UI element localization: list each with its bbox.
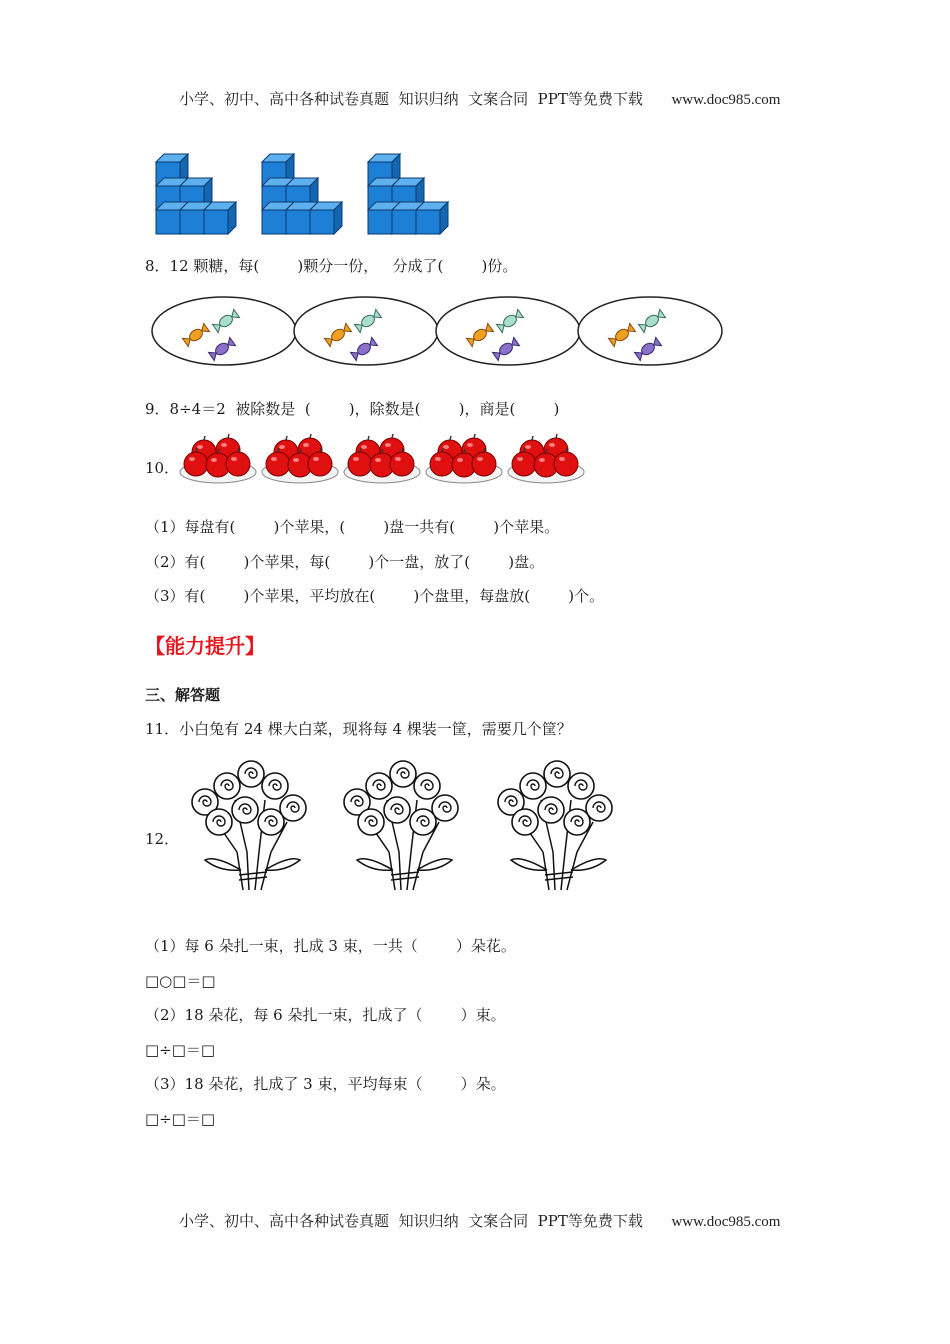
question-8: 8．12 颗糖，每( )颗分一份， 分成了( )份。 (145, 257, 518, 275)
page-footer (0, 1192, 950, 1231)
question-12-number: 12． (145, 830, 180, 848)
question-12-equation: □○□＝□ (145, 972, 216, 990)
flower-bouquet (498, 761, 612, 890)
header-text: 小学、初中、高中各种试卷真题 知识归纳 文案合同 PPT等免费下载 (179, 90, 643, 108)
question-12-item: （1）每 6 朵扎一束，扎成 3 束，一共（ ）朵花。 (145, 937, 516, 955)
question-12-item: （2）18 朵花，每 6 朵扎一束，扎成了（ ）束。 (145, 1006, 506, 1024)
candy-plate (578, 297, 722, 365)
question-10-item: （2）有( )个苹果，每( )个一盘，放了( )盘。 (145, 553, 545, 571)
footer-url: www.doc985.com (671, 1214, 781, 1230)
cube-stack (262, 154, 342, 234)
question-12-equation: □÷□＝□ (145, 1110, 216, 1128)
apple-plate (508, 434, 584, 483)
page-header (0, 70, 950, 109)
question-10-number: 10． (145, 459, 180, 477)
question-10-item: （1）每盘有( )个苹果，( )盘一共有( )个苹果。 (145, 518, 560, 536)
candy-groups (150, 293, 730, 373)
part-3-title: 三、解答题 (145, 686, 221, 704)
header-url: www.doc985.com (671, 92, 781, 108)
cube-stack (368, 154, 448, 234)
flower-bouquet (344, 761, 458, 890)
apple-plates (178, 432, 588, 492)
flower-bouquet (192, 761, 306, 890)
cube-stack (156, 154, 236, 234)
flower-bouquets (175, 760, 625, 900)
cube-figures (150, 148, 470, 238)
ability-section-title: 【能力提升】 (145, 634, 265, 658)
candy-plate (152, 297, 296, 365)
apple-plate (262, 434, 338, 483)
candy-plate (294, 297, 438, 365)
apple-plate (426, 434, 502, 483)
question-12-item: （3）18 朵花，扎成了 3 束，平均每束（ ）朵。 (145, 1075, 506, 1093)
question-10-item: （3）有( )个苹果，平均放在( )个盘里，每盘放( )个。 (145, 587, 605, 605)
question-11: 11．小白兔有 24 棵大白菜，现将每 4 棵装一筐，需要几个筐？ (145, 720, 572, 738)
footer-text: 小学、初中、高中各种试卷真题 知识归纳 文案合同 PPT等免费下载 (179, 1212, 643, 1230)
question-9: 9．8÷4＝2 被除数是 ( )，除数是( )，商是( ) (145, 400, 560, 418)
question-12-equation: □÷□＝□ (145, 1041, 216, 1059)
apple-plate (344, 434, 420, 483)
apple-plate (180, 434, 256, 483)
candy-plate (436, 297, 580, 365)
